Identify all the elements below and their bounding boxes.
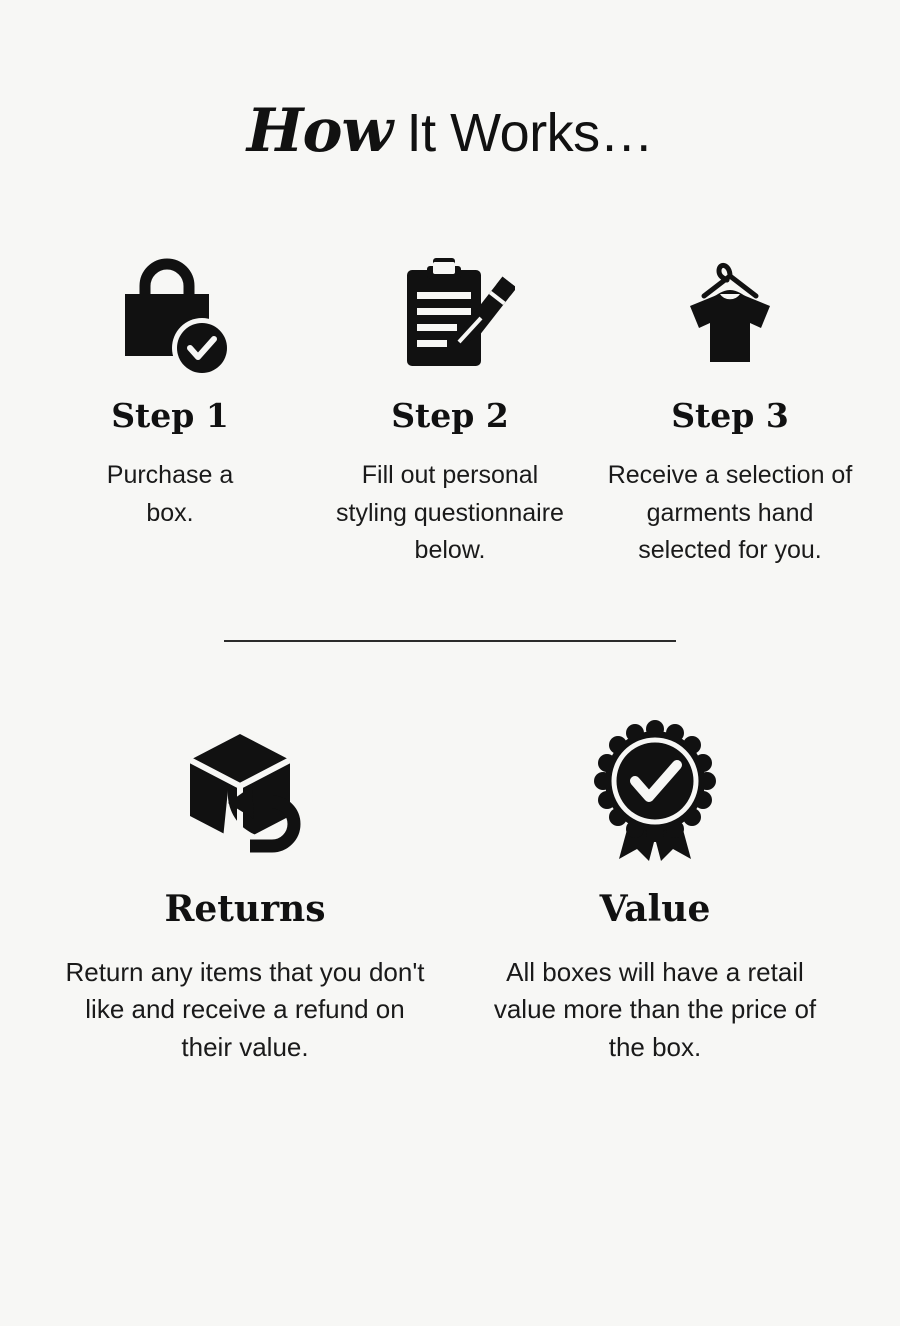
- page-title: [30, 36, 870, 167]
- step-title: Step 2: [391, 396, 509, 436]
- step-card-2: [310, 236, 590, 570]
- feature-description: All boxes will have a retail value more than the price of the box.: [493, 956, 817, 1063]
- page-title-rest: It Works…: [392, 103, 654, 164]
- page-title-emphasis: How: [246, 96, 393, 167]
- feature-card-returns: [40, 714, 450, 1067]
- tshirt-hanger-icon: [598, 236, 862, 386]
- section-divider-wrap: [30, 640, 870, 642]
- step-description: Purchase a box.: [106, 461, 234, 527]
- step-title: Step 3: [671, 396, 789, 436]
- step-card-1: [30, 236, 310, 532]
- how-it-works-page: [0, 36, 900, 1326]
- features-row: [30, 714, 870, 1067]
- steps-row: [30, 236, 870, 570]
- shopping-bag-check-icon: [38, 236, 302, 386]
- feature-description: Return any items that you don't like and receive a refund on their value.: [65, 956, 425, 1063]
- award-check-icon: [450, 714, 860, 874]
- feature-card-value: [450, 714, 860, 1067]
- return-box-arrow-icon: [40, 714, 450, 874]
- step-description: Fill out personal styling questionnaire below.: [336, 461, 564, 565]
- clipboard-pencil-icon: [318, 236, 582, 386]
- feature-title: Returns: [164, 887, 326, 930]
- section-divider: [224, 640, 676, 642]
- step-description: Receive a selection of garments hand selected for you.: [607, 461, 853, 565]
- step-title: Step 1: [111, 396, 229, 436]
- step-card-3: [590, 236, 870, 570]
- feature-title: Value: [599, 887, 711, 930]
